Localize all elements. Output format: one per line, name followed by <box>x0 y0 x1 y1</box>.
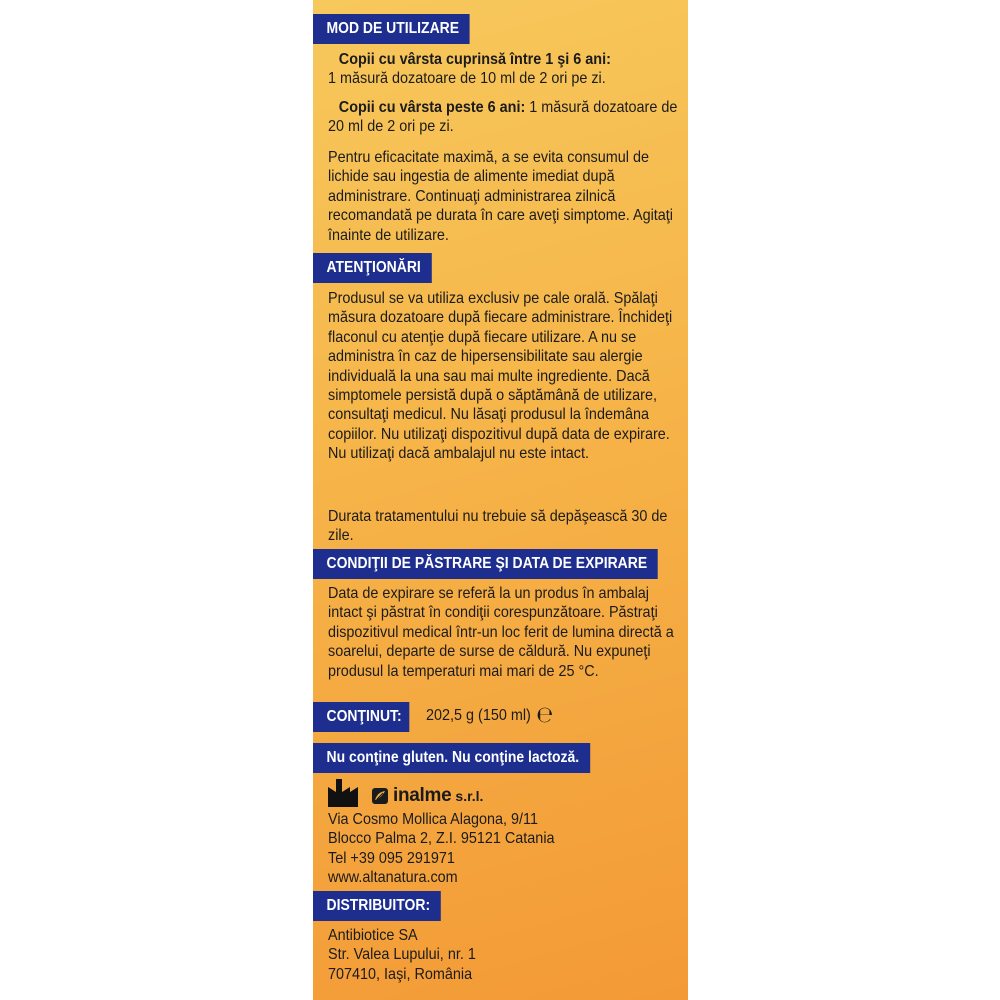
usage-dose-young <box>328 50 684 89</box>
warnings-text: Produsul se va utiliza exclusiv pe cale orală. Spălaţi măsura dozatoare după fiecare administrare. Închideţi flaconul cu atenţie după fiecare utilizare. A nu se administra în caz de hipersensibilitate sau alergie individuală la una sau mai multe ingrediente. Dacă simptomele persistă după o săptămână de utilizare, consultaţi medicul. Nu lăsaţi produsul la îndemâna copiilor. Nu utilizaţi dispozitivul după data de expirare. Nu utilizaţi dacă ambalajul nu este intact. <box>328 290 673 463</box>
manufacturer-website: www.altanatura.com <box>328 869 458 887</box>
label-panel <box>313 0 688 1000</box>
content-value-row <box>426 705 553 727</box>
manufacturer-address <box>328 810 684 888</box>
manufacturer-address-line2: Blocco Palma 2, Z.I. 95121 Catania <box>328 830 555 848</box>
logo-suffix: s.r.l. <box>455 788 484 804</box>
distributor-city: 707410, Iaşi, România <box>328 965 473 983</box>
storage-header: CONDIŢII DE PĂSTRARE ŞI DATA DE EXPIRARE <box>313 549 658 579</box>
distributor-street: Str. Valea Lupului, nr. 1 <box>328 946 476 964</box>
treatment-duration: Durata tratamentului nu trebuie să depăşească 30 de zile. <box>328 508 668 545</box>
distributor-header: DISTRIBUITOR: <box>313 891 441 921</box>
warnings-header: ATENŢIONĂRI <box>313 253 432 283</box>
distributor-address <box>328 926 684 984</box>
usage-header: MOD DE UTILIZARE <box>313 14 470 44</box>
logo-name: inalme <box>393 785 452 806</box>
estimated-sign-icon: ℮ <box>536 703 554 728</box>
storage-text: Data de expirare se referă la un produs în ambalaj intact şi păstrat în condiţii corespunzătoare. Păstraţi dispozitivul medical într-un loc ferit de lumina directă a soarelui, departe de surse de căldură. Nu expuneţi produsul la temperaturi mai mari de 25 °C. <box>328 585 674 680</box>
usage-dose-older <box>328 98 684 137</box>
usage-dose-young-text: 1 măsură dozatoare de 10 ml de 2 ori pe zi. <box>328 70 606 88</box>
usage-dose-older-text: 1 măsură dozatoare de 20 ml de 2 ori pe zi. <box>328 99 678 136</box>
content-header: CONŢINUT: <box>313 702 409 732</box>
factory-icon <box>328 779 362 807</box>
manufacturer-address-line1: Via Cosmo Mollica Alagona, 9/11 <box>328 811 538 828</box>
content-value: 202,5 g (150 ml) <box>426 707 531 724</box>
usage-dose-young-title: Copii cu vârsta cuprinsă între 1 şi 6 ani: <box>338 51 611 68</box>
manufacturer-logo <box>371 784 483 808</box>
gluten-lactose-notice: Nu conţine gluten. Nu conţine lactoză. <box>313 743 590 773</box>
usage-dose-older-title: Copii cu vârsta peste 6 ani: <box>338 99 526 116</box>
distributor-name: Antibiotice SA <box>328 927 418 944</box>
usage-instructions: Pentru eficacitate maximă, a se evita consumul de lichide sau ingestia de alimente imediat după administrare. Continuaţi administrarea zilnică recomandată pe durata în care aveţi simptome. Agitaţi înainte de utilizare. <box>328 149 673 244</box>
inalme-logo-icon <box>371 787 389 805</box>
manufacturer-phone: Tel +39 095 291971 <box>328 849 455 867</box>
